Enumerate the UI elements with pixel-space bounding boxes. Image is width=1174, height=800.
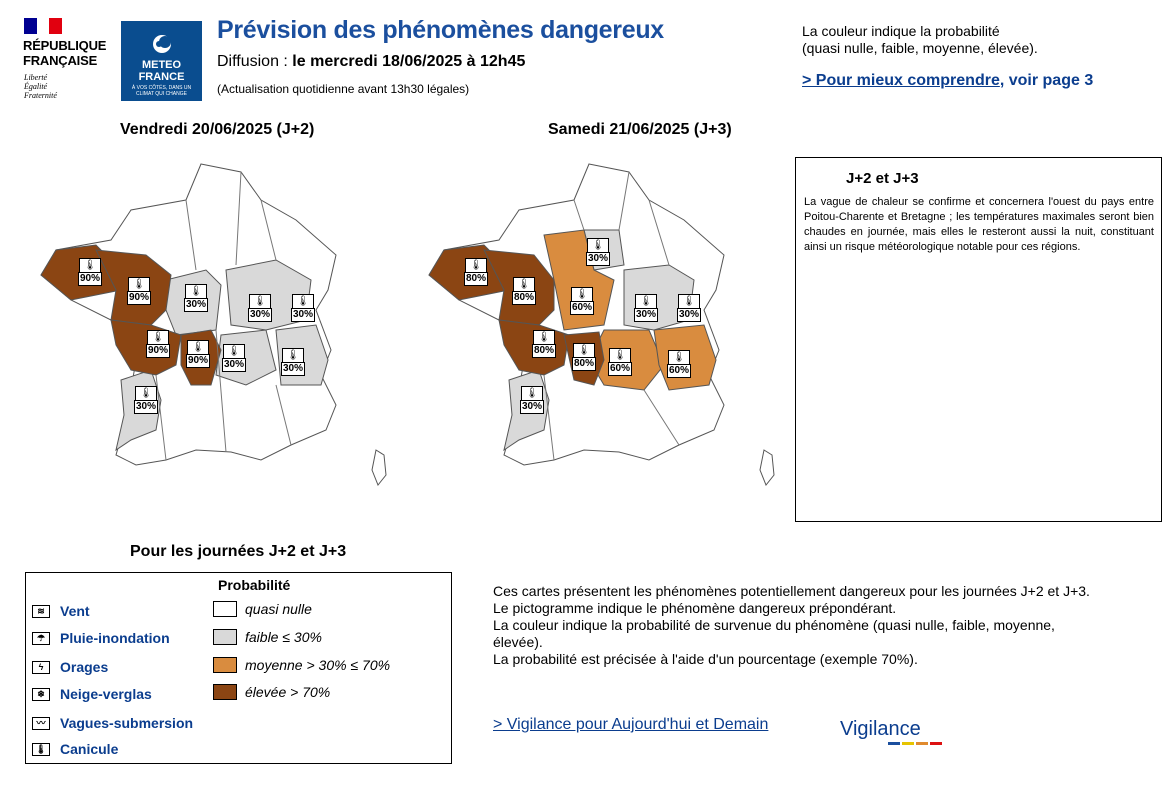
wave-icon: 〰 [32,717,50,730]
page-title: Prévision des phénomènes dangereux [217,16,664,44]
thermometer-icon: 🌡 [609,348,631,363]
badge: 🌡 30% [249,296,270,320]
badge: 🌡 80% [533,332,554,356]
france-map-j2 [36,160,406,490]
lightning-icon: ϟ [32,661,50,674]
vigilance-color-bar [888,742,942,745]
map-title-j2: Vendredi 20/06/2025 (J+2) [120,121,315,138]
thermometer-icon: 🌡 [533,330,555,345]
prob-moyenne: moyenne > 30% ≤ 70% [213,657,390,673]
thermometer-icon: 🌡 [465,258,487,273]
thermometer-icon: 🌡 [185,284,207,299]
flag-icon [24,18,62,34]
legend-pluie: ☂ Pluie-inondation [32,630,170,646]
thermometer-icon: 🌡 [513,277,535,292]
explanation: Ces cartes présentent les phénomènes potentiellement dangereux pour les journées J+2 et J+3. Le pictogramme indique le phénomène dangereux prépondérant. La couleur indique la probabilité de survenue du phénomène (quasi nulle, faible, moyenne, élevée). La probabilité est précisée à l'aide d'un pourcentage (exemple 70%). [493,583,1090,667]
diffusion: Diffusion : le mercredi 18/06/2025 à 12h45 [217,53,526,70]
thermometer-icon: 🌡 [587,238,609,253]
thermometer-icon: 🌡 [128,277,150,292]
wind-icon: ≋ [32,605,50,618]
thermometer-icon: 🌡 [521,386,543,401]
legend-title: Pour les journées J+2 et J+3 [130,543,347,560]
badge: 🌡 60% [609,350,630,374]
probability-header: Probabilité [218,577,291,593]
snowflake-icon: ❄ [32,688,50,701]
color-note: La couleur indique la probabilité (quasi nulle, faible, moyenne, élevée). [802,23,1038,56]
badge: 🌡 30% [292,296,313,320]
badge: 🌡 30% [282,350,303,374]
thermometer-icon: 🌡 [135,386,157,401]
actualisation-note: (Actualisation quotidienne avant 13h30 légales) [217,82,470,96]
badge: 🌡 30% [135,388,156,412]
badge: 🌡 30% [185,286,206,310]
thermometer-icon: 🌡 [573,343,595,358]
thermometer-icon: 🌡 [668,350,690,365]
thermometer-icon: 🌡 [678,294,700,309]
vigilance-link[interactable]: > Vigilance pour Aujourd'hui et Demain [493,716,769,733]
vigilance-logo: Vigilance [840,718,921,740]
legend-orages: ϟ Orages [32,659,108,675]
textbox-heading: J+2 et J+3 [846,170,919,187]
motto: Liberté Égalité Fraternité [24,73,57,100]
sun-icon [151,33,173,55]
badge: 🌡 80% [573,345,594,369]
mf-name: METEO FRANCE [138,59,185,83]
badge: 🌡 90% [128,279,149,303]
legend-box [25,572,452,764]
republique-logo: RÉPUBLIQUE FRANÇAISE [23,38,107,68]
badge: 🌡 90% [187,342,208,366]
badge: 🌡 30% [587,240,608,264]
badge: 🌡 30% [635,296,656,320]
badge: 🌡 30% [521,388,542,412]
badge: 🌡 80% [465,260,486,284]
prob-quasi-nulle: quasi nulle [213,601,312,617]
thermometer-icon: 🌡 [249,294,271,309]
understand-link[interactable]: > Pour mieux comprendre, voir page 3 [802,72,1094,89]
map-title-j3: Samedi 21/06/2025 (J+3) [548,121,732,138]
thermometer-icon: 🌡 [292,294,314,309]
thermometer-icon: 🌡 [223,344,245,359]
thermometer-icon: 🌡 [571,287,593,302]
map-j3 [424,160,794,490]
thermometer-icon: 🌡 [187,340,209,355]
thermometer-icon: 🌡 [79,258,101,273]
prob-elevee: élevée > 70% [213,684,330,700]
thermometer-icon: 🌡 [147,330,169,345]
forecast-textbox [795,157,1162,522]
legend-vent: ≋ Vent [32,603,90,619]
map-j2 [36,160,406,490]
textbox-body: La vague de chaleur se confirme et concernera l'ouest du pays entre Poitou-Charente et Bretagne ; les températures maximales seront bien chaudes en journée, mais elles le resteront aussi la nuit, constituant ainsi un risque météorologique notable pour ces régions. [804,196,1154,253]
thermometer-icon: 🌡 [282,348,304,363]
badge: 🌡 30% [678,296,699,320]
thermometer-icon: 🌡 [635,294,657,309]
badge: 🌡 90% [147,332,168,356]
badge: 🌡 80% [513,279,534,303]
mf-tagline: À VOS CÔTÉS, DANS UN CLIMAT QUI CHANGE [131,85,192,97]
legend-canicule: 🌡 Canicule [32,741,118,757]
thermometer-icon: 🌡 [32,743,50,756]
badge: 🌡 90% [79,260,100,284]
badge: 🌡 60% [571,289,592,313]
diffusion-date: le mercredi 18/06/2025 à 12h45 [292,53,526,70]
france-map-j3 [424,160,794,490]
legend-vagues: 〰 Vagues-submersion [32,715,193,731]
prob-faible: faible ≤ 30% [213,629,322,645]
badge: 🌡 60% [668,352,689,376]
meteo-france-logo [121,21,202,101]
badge: 🌡 30% [223,346,244,370]
legend-neige: ❄ Neige-verglas [32,686,152,702]
rain-icon: ☂ [32,632,50,645]
